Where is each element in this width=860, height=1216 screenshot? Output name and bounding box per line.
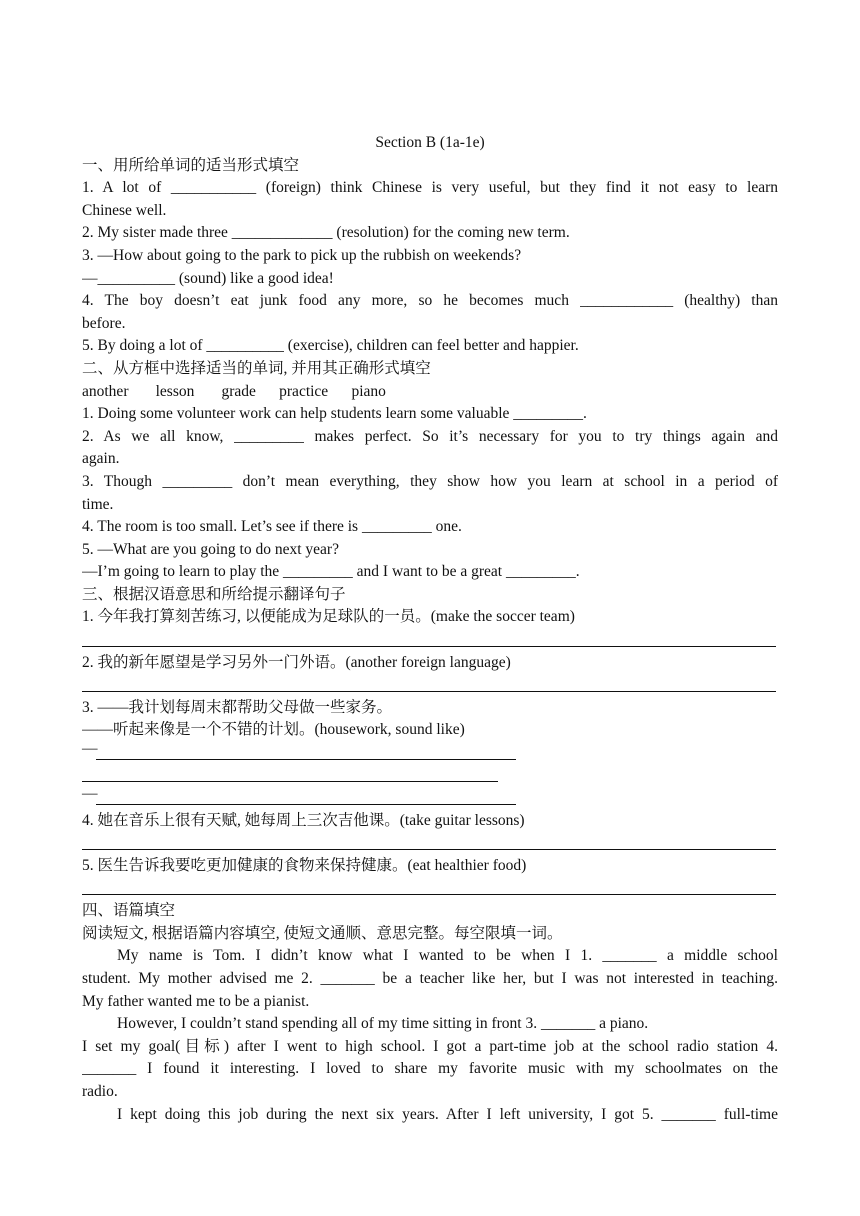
p2-line: 2. As we all know, _________ makes perfect. So it’s necessary for you to try things again and [82,427,778,445]
part4-heading: 四、语篇填空 [82,902,176,920]
answer-line[interactable] [82,878,778,901]
dialogue-dash: — [82,785,98,803]
translation-q2: 2. 我的新年愿望是学习另外一门外语。(another foreign language) [82,653,511,671]
translation-q4: 4. 她在音乐上很有天赋, 她每周上三次吉他课。(take guitar lessons) [82,811,525,829]
answer-line[interactable] [82,787,778,810]
p2-line: 4. The room is too small. Let’s see if there is _________ one. [82,518,462,536]
p1-line: before. [82,314,126,332]
translation-q1: 1. 今年我打算刻苦练习, 以便能成为足球队的一员。(make the soccer team) [82,608,575,626]
passage-line: However, I couldn’t stand spending all of my time sitting in front 3. _______ a piano. [117,1015,649,1033]
p1-line: 4. The boy doesn’t eat junk food any more, so he becomes much ____________ (healthy) than [82,292,778,310]
passage-line: _______ I found it interesting. I loved to share my favorite music with my schoolmates on the [82,1060,778,1078]
page-title: Section B (1a-1e) [375,134,485,151]
p2-line: —I’m going to learn to play the _________ and I want to be a great _________. [82,563,580,581]
dialogue-dash: — [82,740,98,758]
part1-heading: 一、用所给单词的适当形式填空 [82,156,300,174]
p1-line: 2. My sister made three _____________ (resolution) for the coming new term. [82,224,570,242]
answer-line[interactable] [82,742,778,765]
p2-line: 5. —What are you going to do next year? [82,540,339,558]
p2-line: 1. Doing some volunteer work can help students learn some valuable _________. [82,405,587,423]
answer-line[interactable] [82,674,778,697]
answer-line[interactable] [82,629,778,652]
p1-line: 1. A lot of ___________ (foreign) think Chinese is very useful, but they find it not easy to learn [82,179,778,197]
translation-q5: 5. 医生告诉我要吃更加健康的食物来保持健康。(eat healthier food) [82,857,527,874]
p1-line: 5. By doing a lot of __________ (exercise), children can feel better and happier. [82,337,579,355]
p1-line: 3. —How about going to the park to pick up the rubbish on weekends? [82,246,522,264]
passage-line: student. My mother advised me 2. _______ be a teacher like her, but I was not interested in teaching. [82,969,778,987]
passage-line: I set my goal(目标) after I went to high school. I got a part-time job at the school radio station 4. [82,1037,778,1055]
part2-heading: 二、从方框中选择适当的单词, 并用其正确形式填空 [82,359,431,377]
part3-heading: 三、根据汉语意思和所给提示翻译句子 [82,585,346,603]
p2-line: time. [82,495,114,513]
passage-line: My father wanted me to be a pianist. [82,992,310,1010]
part4-instruction: 阅读短文, 根据语篇内容填空, 使短文通顺、意思完整。每空限填一词。 [82,924,563,942]
answer-line[interactable] [82,832,778,855]
translation-q3a: 3. ——我计划每周末都帮助父母做一些家务。 [82,698,393,716]
p1-line: —__________ (sound) like a good idea! [82,269,334,287]
p2-line: again. [82,450,120,468]
answer-line[interactable] [82,765,778,788]
translation-q3b: ——听起来像是一个不错的计划。(housework, sound like) [82,721,465,739]
p2-line: 3. Though _________ don’t mean everything, they show how you learn at school in a period of [82,472,778,490]
passage-line: I kept doing this job during the next six years. After I left university, I got 5. _______ full-time [117,1105,778,1123]
word-box: another lesson grade practice piano [82,382,386,400]
passage-line: radio. [82,1082,118,1100]
p1-line: Chinese well. [82,201,167,219]
passage-line: My name is Tom. I didn’t know what I wanted to be when I 1. _______ a middle school [117,947,778,965]
